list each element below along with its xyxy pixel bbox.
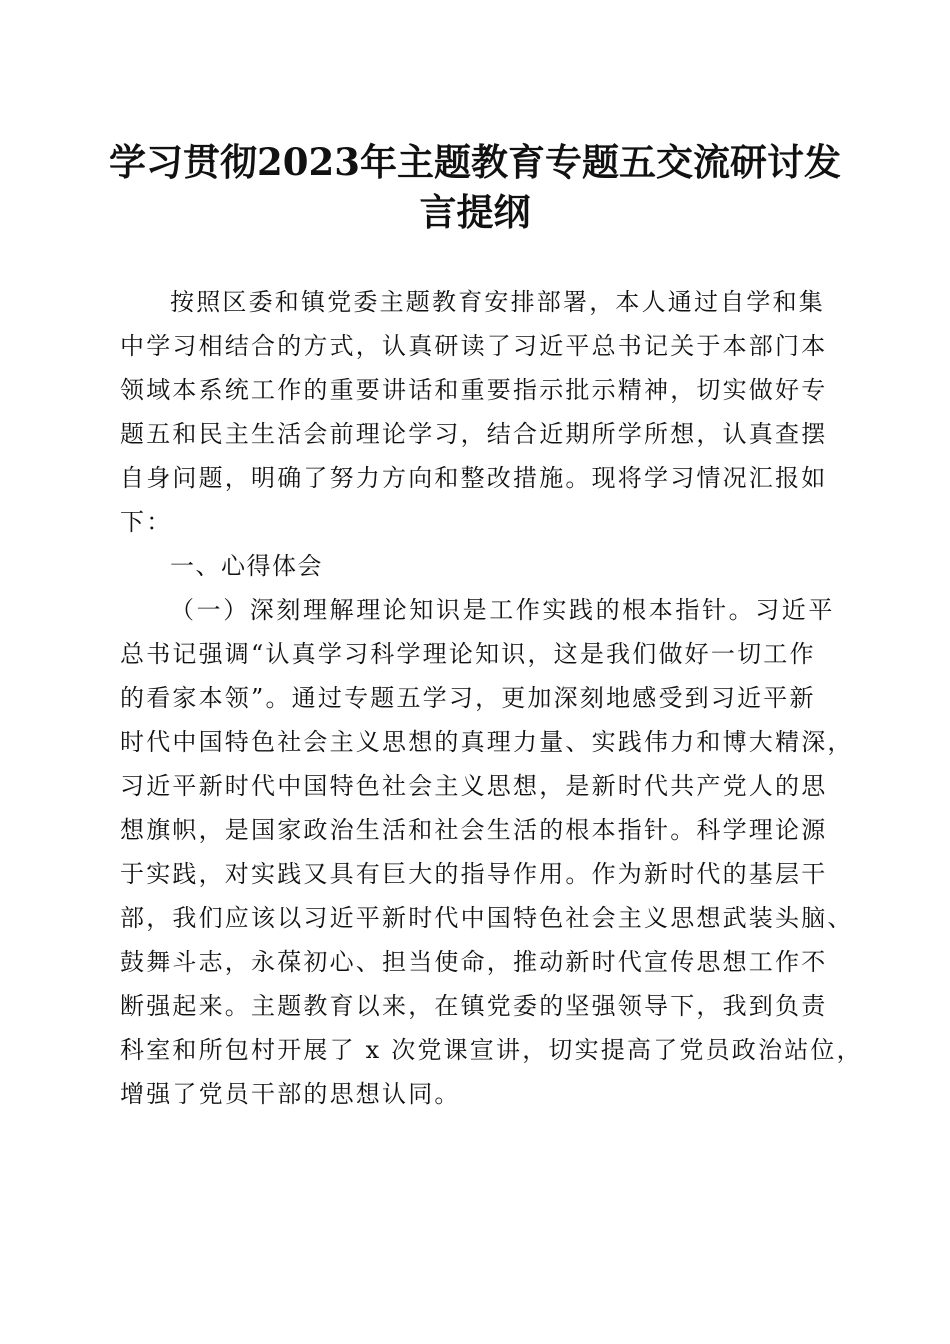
intro-paragraph bbox=[120, 280, 836, 544]
text-line: 时代中国特色社会主义思想的真理力量、实践伟力和博大精深， bbox=[120, 728, 854, 756]
text-line: 自身问题，明确了努力方向和整改措施。现将学习情况汇报如 bbox=[120, 464, 828, 492]
section-heading: 一、心得体会 bbox=[170, 552, 323, 580]
text-line: 想旗帜，是国家政治生活和社会生活的根本指针。科学理论源 bbox=[120, 816, 828, 844]
text-line: 增强了党员干部的思想认同。 bbox=[120, 1080, 461, 1108]
title-line-1: 学习贯彻2023年主题教育专题五交流研讨发 bbox=[109, 140, 841, 184]
subsection-paragraph bbox=[120, 588, 863, 1116]
text-line: 下： bbox=[120, 508, 173, 536]
text-line: 的看家本领”。通过专题五学习，更加深刻地感受到习近平新 bbox=[120, 684, 816, 712]
text-line: 按照区委和镇党委主题教育安排部署，本人通过自学和集 bbox=[170, 288, 825, 316]
text-line: 总书记强调“认真学习科学理论知识，这是我们做好一切工作 bbox=[120, 640, 816, 668]
document-title bbox=[100, 137, 850, 237]
text-line: 科室和所包村开展了 x 次党课宣讲，切实提高了党员政治站位， bbox=[120, 1036, 863, 1064]
text-line: 鼓舞斗志，永葆初心、担当使命，推动新时代宣传思想工作不 bbox=[120, 948, 828, 976]
title-line-2: 言提纲 bbox=[419, 190, 531, 234]
text-line: 题五和民主生活会前理论学习，结合近期所学所想，认真查摆 bbox=[120, 420, 828, 448]
text-line: 习近平新时代中国特色社会主义思想，是新时代共产党人的思 bbox=[120, 772, 828, 800]
text-line: （一）深刻理解理论知识是工作实践的根本指针。习近平 bbox=[170, 596, 835, 624]
text-line: 断强起来。主题教育以来，在镇党委的坚强领导下，我到负责 bbox=[120, 992, 828, 1020]
text-line: 中学习相结合的方式，认真研读了习近平总书记关于本部门本 bbox=[120, 332, 828, 360]
text-line: 领域本系统工作的重要讲话和重要指示批示精神，切实做好专 bbox=[120, 376, 828, 404]
text-line: 部，我们应该以习近平新时代中国特色社会主义思想武装头脑、 bbox=[120, 904, 854, 932]
text-line: 于实践，对实践又具有巨大的指导作用。作为新时代的基层干 bbox=[120, 860, 828, 888]
document-body bbox=[120, 280, 863, 1116]
